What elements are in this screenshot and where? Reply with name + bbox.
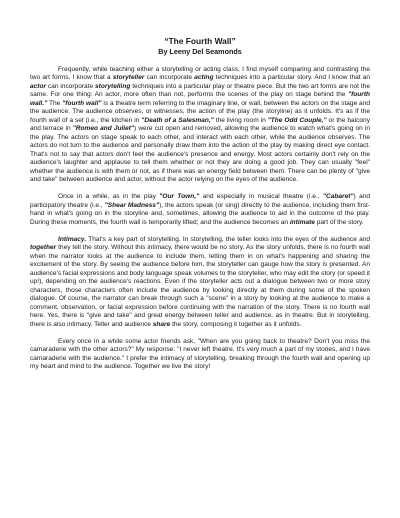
body-paragraph: Every once in a while some actor friends ask, "When are you going back to theatre? Don't you miss the camaraderie with the other actors?" My response: "I never left theatre. It's very much a part of my stories, and I have camaraderie with the audience." I prefer the intimacy of storytelling, breaking through the fourth wall and opening up my heart and mind to the audience. Together we live the story! [30,337,370,370]
emphasized-text: "The Odd Couple," [267,116,327,124]
emphasized-text: "Romeo and Juliet" [72,125,135,132]
emphasized-text: Intimacy. [58,235,87,243]
article-title: “The Fourth Wall” [164,36,236,46]
emphasized-text: storyteller [112,74,145,81]
emphasized-text: storytelling [95,82,131,90]
emphasized-text: "Cabaret" [322,193,354,200]
emphasized-text: "Our Town," [159,193,200,200]
emphasized-text: "Shear Madness" [104,201,160,209]
body-paragraph: Frequently, while teaching either a storytelling or acting class, I find myself comparing and contrasting the two art forms. I know that a storyteller can incorporate acting techniques into a particular story. And I know that an actor can incorporate storytelling techniques into a particular play or theatre piece. But the two art forms are not the same. For one thing: An actor, more often than not, performs the scenes of the play on stage behind the "fourth wall." The "fourth wall" is a theatre term referring to the imaginary line, or wall, between the actors on the stage and the audience. The audience observes, or witnesses, the action of the play (the storyline) as it unfolds. It's as if the fourth wall of a set (i.e., the kitchen in "Death of a Salesman," the living room in "The Odd Couple," or the balcony and terrace in "Romeo and Juliet") were cut open and removed, allowing the audience to watch what's going on in the play. The actors on stage speak to each other, and interact with each other, while the audience observes. The actors do not turn to the audience and personally draw them into the action of the play by making direct eye contact. That's not to say that actors don't feel the audience's presence and energy. Most actors certainly don't rely on the audience's laughter and applause to tell them whether or not they are doing a good job. They can usually "feel" whether the audience is with them or not, as if there was an energy field between them. There can be plenty of "give and take" between audience and actor, without the actor relying on the eyes of the audience. [30,65,370,183]
emphasized-text: "fourth wall." [30,91,370,107]
body-paragraph: Intimacy. That's a key part of storytelling. In storytelling, the teller looks into the eyes of the audience and together they tell the story. Without this intimacy, there would be no story. As the story unfolds, there is no fourth wall when the narrator looks at the audience to include them, letting them in on what's happening and sharing the excitement of the story. By seeing the audience before him, the storyteller can gauge how the story is presented. An audience's facial expressions and body language speak volumes to the storyteller, who may edit the story (or speed it up!), depending on the audience's reactions. Even if the storyteller acts out a dialogue between two or more story characters, those characters often include the audience by looking directly at them during some of the spoken dialogue. Of course, the narrator can break through such a "scene" in a story by looking at the audience to make a comment, observation, or facial expression before continuing with the narration of the story. There is no fourth wall here. Yes, there is "give and take" and great energy between teller and audience, as in theatre. But in storytelling, there is also intimacy. Teller and audience share the story, composing it together as it unfolds. [30,235,370,328]
article-author: By Leeny Del Seamonds [158,46,242,56]
emphasized-text: actor [30,82,47,90]
emphasized-text: share [152,320,171,328]
emphasized-text: "Death of a Salesman," [141,116,214,124]
emphasized-text: "fourth wall" [62,99,102,107]
emphasized-text: together [30,244,57,251]
emphasized-text: intimate [289,218,315,226]
emphasized-text: acting [194,74,214,81]
body-paragraph: Once in a while, as in the play "Our Town," and especially in musical theatre (i.e., "Cabaret") and participatory theatre (i.e., "Shear Madness"), the actors speak (or sing) directly to the audience, including them first-hand in what's going on in the storyline and, sometimes, allowing the audience to aid in the outcome of the play. During these moments, the fourth wall is temporarily lifted; and the audience becomes an intimate part of the story. [30,193,371,226]
article-body [30,66,370,372]
